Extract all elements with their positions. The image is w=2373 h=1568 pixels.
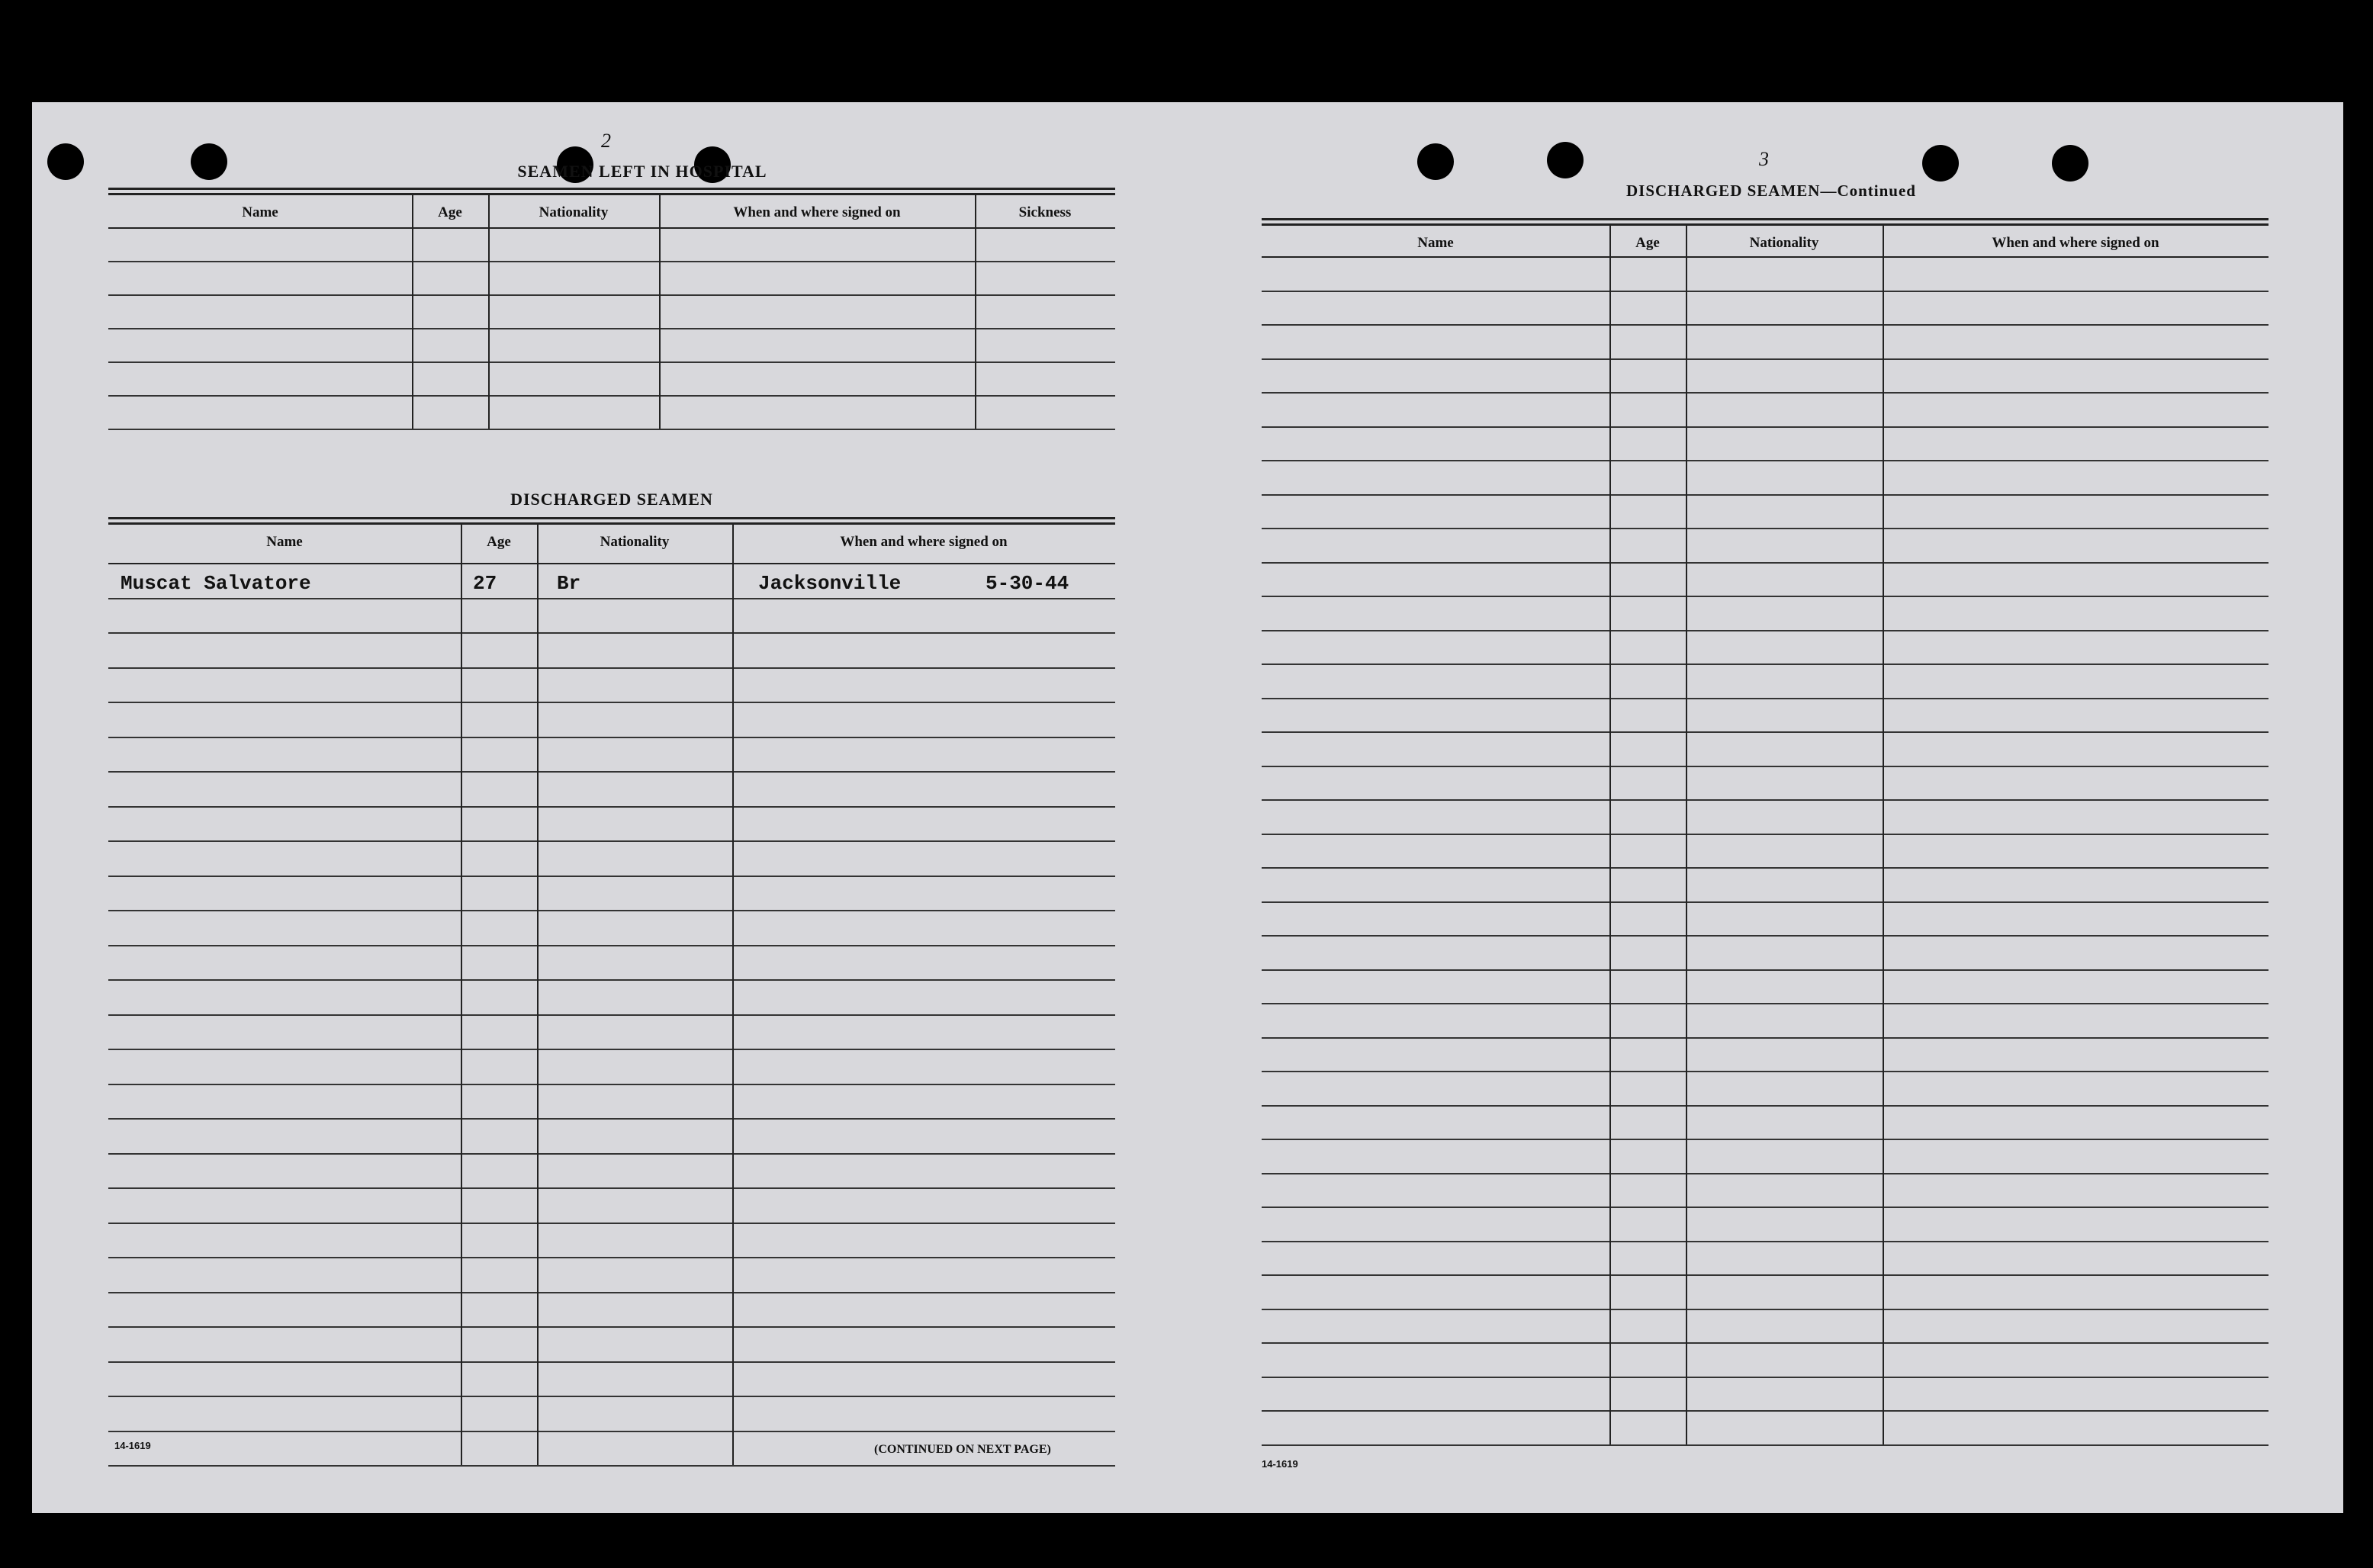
column-divider [1609,226,1611,1444]
row-line [1262,1342,2268,1344]
row-line [108,979,1115,981]
row-line [108,632,1115,634]
signed-on-place: Jacksonville [758,572,902,595]
page-number-right: 3 [1759,148,1769,170]
row-line [108,261,1115,262]
row-line [108,1326,1115,1328]
column-divider [975,195,976,429]
row-line [1262,460,2268,461]
signed-on-date: 5-30-44 [986,572,1069,595]
double-rule [1262,218,2268,220]
row-line [108,667,1115,669]
row-line [1262,1139,2268,1140]
row-line [1262,1444,2268,1446]
row-line [108,1049,1115,1050]
row-line [108,737,1115,738]
row-line [108,598,1115,599]
column-divider [537,525,539,1465]
column-divider [732,525,734,1465]
row-line [108,361,1115,363]
row-line [1262,1309,2268,1310]
seaman-nationality: Br [557,572,581,595]
row-line [1262,358,2268,360]
row-line [108,1118,1115,1120]
row-line [108,1014,1115,1016]
column-divider [461,525,462,1465]
column-header: Sickness [1018,204,1072,220]
continued-note: (CONTINUED ON NEXT PAGE) [874,1443,1051,1456]
header-rule [108,227,1115,229]
row-line [108,1465,1115,1467]
column-divider [659,195,661,429]
row-line [108,1361,1115,1363]
row-line [1262,867,2268,869]
column-divider [488,195,490,429]
form-number-right: 14-1619 [1262,1458,1298,1470]
row-line [108,1431,1115,1432]
row-line [108,395,1115,397]
column-header: Name [1417,235,1454,251]
column-header: Nationality [1749,235,1819,251]
row-line [108,429,1115,430]
row-line [1262,969,2268,971]
column-header: When and where signed on [733,204,901,220]
discharged-continued-table [1262,226,2268,1568]
document-sheet [32,102,2343,1513]
column-header: Name [266,534,303,550]
column-header: Age [438,204,462,220]
row-line [1262,1377,2268,1378]
row-line [108,1257,1115,1258]
punch-hole [1922,145,1959,182]
row-line [1262,291,2268,292]
column-divider [1883,226,1884,1444]
discharged-section-title: DISCHARGED SEAMEN [510,490,713,509]
row-line [108,1292,1115,1293]
punch-hole [1547,142,1584,178]
row-line [1262,935,2268,937]
row-line [1262,664,2268,665]
column-header: Age [487,534,511,550]
row-line [108,328,1115,329]
row-line [1262,494,2268,496]
row-line [108,806,1115,808]
row-line [1262,1071,2268,1072]
row-line [1262,1207,2268,1208]
row-line [1262,731,2268,733]
row-line [1262,324,2268,326]
column-header: Age [1635,235,1660,251]
row-line [108,771,1115,773]
form-number-left: 14-1619 [114,1440,151,1451]
double-rule [108,517,1115,519]
column-divider [1686,226,1687,1444]
column-header: Nationality [600,534,670,550]
row-line [108,1084,1115,1085]
row-line [108,1223,1115,1224]
continued-section-title: DISCHARGED SEAMEN—Continued [1626,182,1916,200]
row-line [1262,1037,2268,1039]
row-line [108,702,1115,703]
row-line [1262,392,2268,394]
row-line [1262,766,2268,767]
row-line [108,945,1115,946]
row-line [1262,528,2268,529]
row-line [108,910,1115,911]
column-header: Name [242,204,278,220]
row-line [1262,596,2268,597]
row-line [1262,834,2268,835]
row-line [1262,1410,2268,1412]
header-rule [1262,256,2268,258]
column-header: Nationality [539,204,609,220]
page-number-left: 2 [601,130,611,152]
hospital-section-title: SEAMEN LEFT IN HOSPITAL [517,162,767,181]
row-line [1262,799,2268,801]
row-line [1262,426,2268,428]
seaman-name: Muscat Salvatore [121,572,311,595]
row-line [108,294,1115,296]
column-header: When and where signed on [1992,235,2159,251]
row-line [1262,1173,2268,1174]
row-line [1262,698,2268,699]
row-line [1262,1003,2268,1004]
row-line [1262,1241,2268,1242]
row-line [108,840,1115,842]
discharged-table [108,525,1115,1539]
row-line [1262,562,2268,564]
row-line [1262,1105,2268,1107]
double-rule [108,188,1115,190]
punch-hole [2052,145,2088,182]
seaman-age: 27 [473,572,497,595]
row-line [1262,630,2268,631]
punch-hole [47,143,84,180]
punch-hole [1417,143,1454,180]
row-line [108,1187,1115,1189]
punch-hole [191,143,227,180]
column-header: When and where signed on [840,534,1008,550]
row-line [1262,901,2268,903]
row-line [108,1396,1115,1397]
hospital-table [108,195,1115,577]
header-rule [108,563,1115,564]
row-line [108,876,1115,877]
row-line [108,1153,1115,1155]
column-divider [412,195,413,429]
row-line [1262,1274,2268,1276]
